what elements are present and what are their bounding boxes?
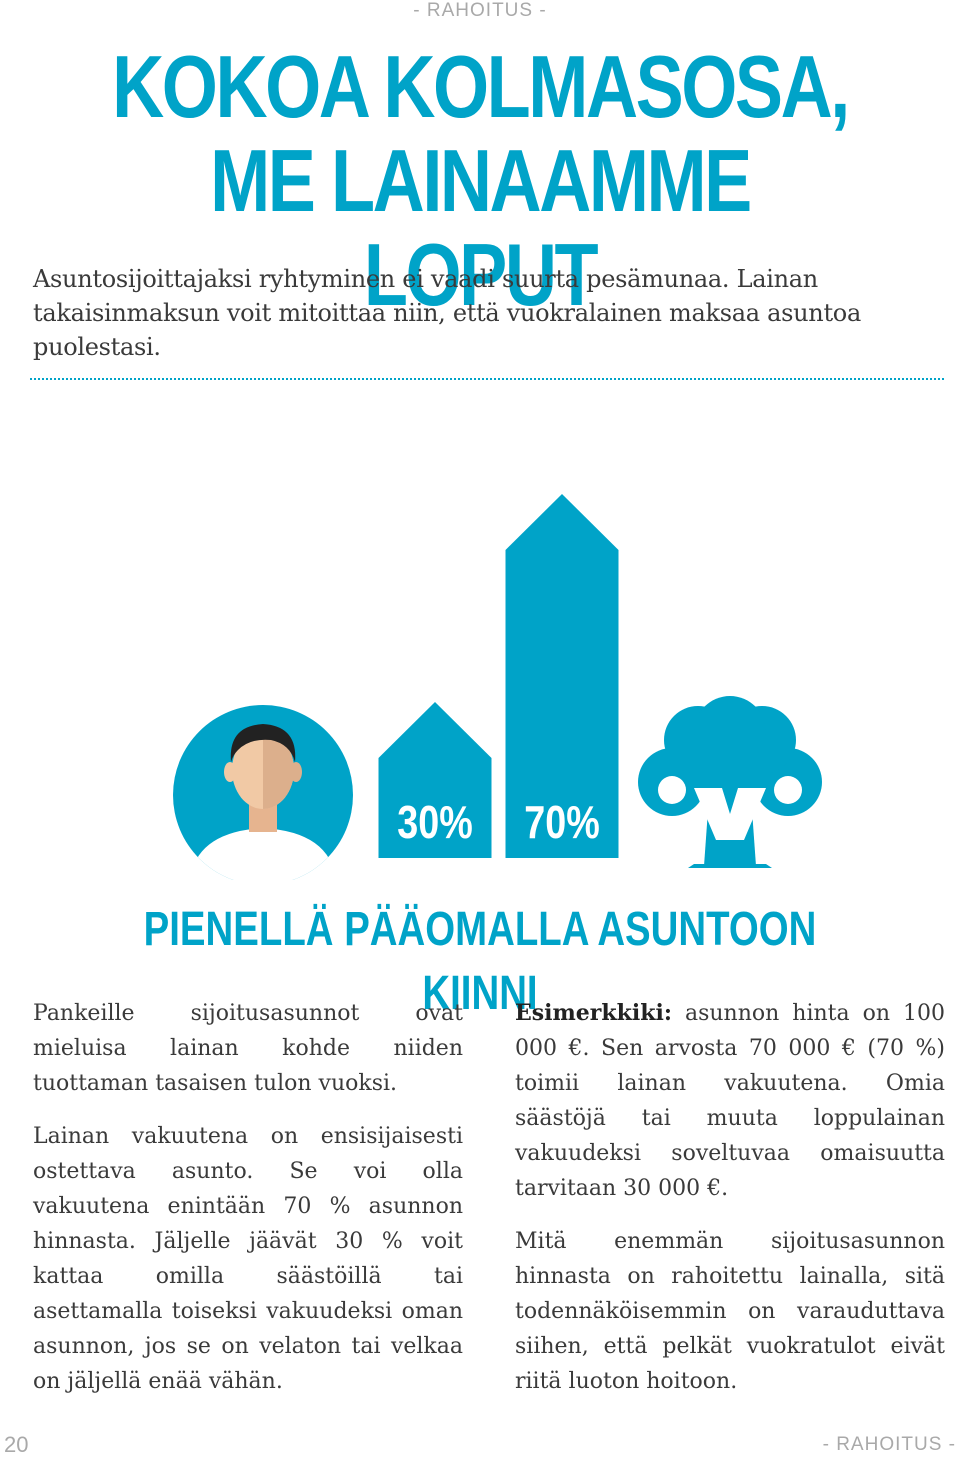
section-tag-footer: - RAHOITUS -: [822, 1434, 956, 1455]
loan-share-bar: [506, 494, 619, 858]
section-subheading: PIENELLÄ PÄÄOMALLA ASUNTOON KIINNI: [143, 903, 817, 1020]
example-text: asunnon hinta on 100 000 €. Sen arvosta 70 000 € (70 %) toimii lainan vakuutena. Omia säästöjä tai muuta loppulainan vakuudeksi soveltuvaa omaisuutta tarvitaan 30 000 €.: [515, 1001, 945, 1201]
tree-logo-icon: [638, 696, 822, 868]
page-title-line-1: KOKOA KOLMASOSA,: [112, 37, 848, 136]
own-share-bar: [379, 702, 492, 858]
right-paragraph-1: [515, 996, 945, 1206]
person-icon: [173, 705, 353, 880]
loan-share-label: 70%: [524, 796, 600, 848]
financing-infographic: [0, 410, 960, 880]
dotted-divider: [30, 378, 944, 380]
page-title-line-2: ME LAINAAMME LOPUT: [210, 131, 750, 324]
left-paragraph-2: Lainan vakuutena on ensisijaisesti ostettava asunto. Se voi olla vakuutena enintään 70 % asunnon hinnasta. Jäljelle jäävät 30 % voit kattaa omilla säästöillä tai asettamalla toiseksi vakuudeksi oman asunnon, jos se on velaton tai velkaa on jäljellä enää vähän.: [33, 1124, 463, 1394]
right-text-column: [515, 996, 945, 1417]
intro-paragraph: Asuntosijoittajaksi ryhtyminen ei vaadi suurta pesämunaa. Lainan takaisinmaksun voit mitoittaa niin, että vuokralainen maksaa asuntoa puolestasi.: [33, 265, 861, 361]
left-paragraph-1: Pankeille sijoitusasunnot ovat mieluisa lainan kohde niiden tuottaman tasaisen tulon vuoksi.: [33, 1001, 463, 1096]
left-text-column: [33, 996, 463, 1417]
page-number: 20: [4, 1432, 29, 1457]
section-tag-header: - RAHOITUS -: [413, 0, 547, 21]
own-share-label: 30%: [397, 796, 473, 848]
example-label: Esimerkkiki:: [515, 1000, 672, 1026]
right-paragraph-2: Mitä enemmän sijoitusasunnon hinnasta on rahoitettu lainalla, sitä todennäköisemmin on varauduttava siihen, että pelkät vuokratulot eivät riitä luoton hoitoon.: [515, 1229, 945, 1394]
